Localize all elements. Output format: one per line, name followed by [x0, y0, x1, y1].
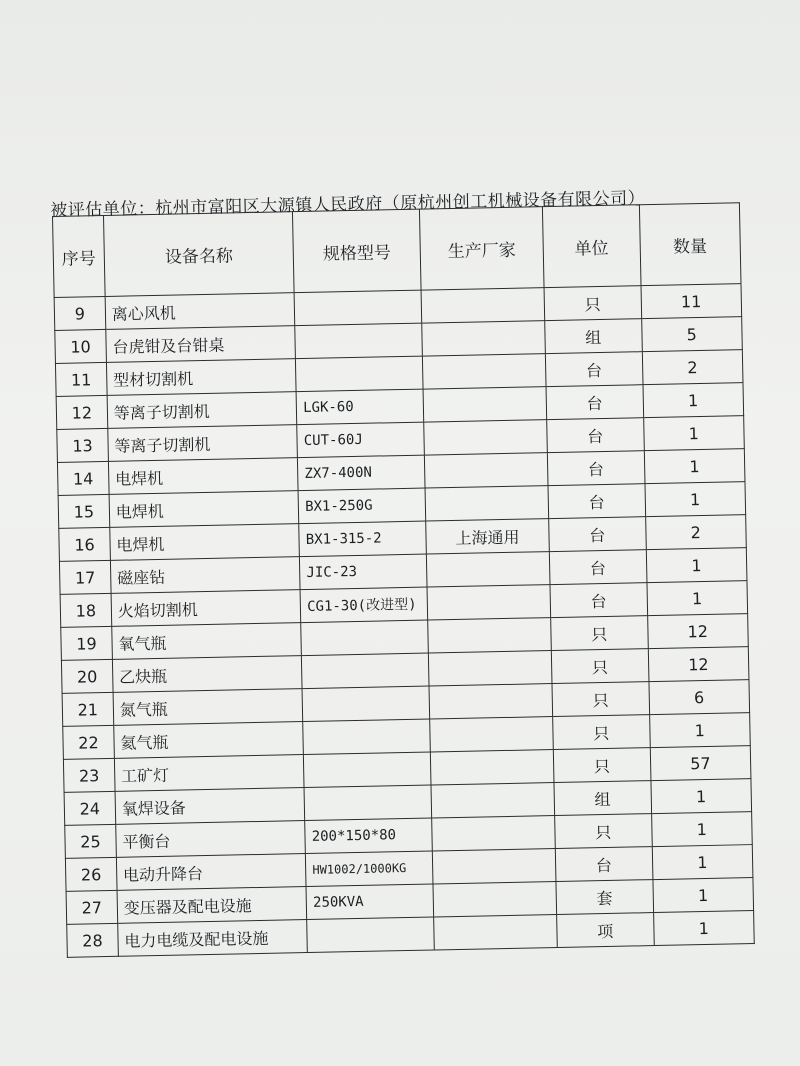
row-qty: 1	[643, 416, 744, 451]
row-maker	[428, 651, 552, 686]
row-qty: 12	[648, 647, 749, 682]
row-name: 火焰切割机	[111, 590, 301, 627]
row-unit: 台	[549, 517, 646, 552]
row-qty: 1	[644, 449, 745, 484]
header-name: 设备名称	[103, 212, 294, 297]
row-no: 14	[57, 461, 108, 495]
equipment-table	[52, 202, 755, 958]
row-qty: 1	[643, 383, 744, 418]
row-maker: 上海通用	[426, 519, 550, 554]
header-qty: 数量	[639, 203, 741, 286]
row-spec: BX1-250G	[298, 488, 425, 524]
row-no: 18	[60, 593, 111, 627]
row-name: 氦气瓶	[114, 722, 304, 759]
row-unit: 组	[545, 319, 642, 354]
row-name: 台虎钳及台钳桌	[106, 326, 296, 363]
row-unit: 台	[550, 583, 647, 618]
row-spec: LGK-60	[296, 389, 423, 425]
row-no: 27	[66, 890, 117, 924]
row-maker	[434, 915, 558, 950]
row-maker	[429, 684, 553, 719]
row-spec	[304, 752, 431, 788]
row-unit: 只	[551, 616, 648, 651]
row-spec	[304, 785, 431, 821]
row-qty: 12	[647, 614, 748, 649]
row-maker	[433, 882, 557, 917]
row-name: 变压器及配电设施	[117, 887, 307, 924]
row-spec: JIC-23	[300, 554, 427, 590]
row-unit: 项	[557, 913, 654, 948]
row-name: 电动升降台	[116, 854, 306, 891]
row-qty: 1	[649, 713, 750, 748]
document-heading: 被评估单位：杭州市富阳区大源镇人民政府（原杭州创工机械设备有限公司）	[50, 188, 646, 221]
row-spec	[303, 719, 430, 755]
row-maker	[422, 321, 546, 356]
row-unit: 台	[546, 385, 643, 420]
row-qty: 1	[652, 845, 753, 880]
row-no: 21	[62, 692, 113, 726]
row-maker	[430, 717, 554, 752]
row-unit: 只	[553, 715, 650, 750]
row-qty: 1	[653, 911, 754, 946]
row-spec: ZX7-400N	[298, 455, 425, 491]
row-spec	[296, 356, 423, 392]
row-no: 15	[58, 494, 109, 528]
row-qty: 11	[641, 284, 742, 319]
row-spec	[302, 653, 429, 689]
row-qty: 1	[651, 812, 752, 847]
row-spec: CUT-60J	[297, 422, 424, 458]
table-body	[54, 284, 754, 958]
row-qty: 1	[653, 878, 754, 913]
row-spec: BX1-315-2	[299, 521, 426, 557]
row-qty: 1	[651, 779, 752, 814]
row-unit: 只	[555, 814, 652, 849]
row-unit: 台	[547, 418, 644, 453]
row-maker	[422, 354, 546, 389]
row-qty: 57	[650, 746, 751, 781]
row-qty: 2	[642, 350, 743, 385]
row-no: 20	[61, 659, 112, 693]
row-unit: 只	[551, 649, 648, 684]
row-no: 19	[61, 626, 112, 660]
row-name: 电焊机	[108, 458, 298, 495]
row-spec: HW1002/1000KG	[306, 851, 433, 887]
row-no: 24	[64, 791, 115, 825]
row-maker	[430, 750, 554, 785]
row-name: 氧气瓶	[112, 623, 302, 660]
row-spec	[294, 290, 421, 326]
row-qty: 5	[641, 317, 742, 352]
row-no: 10	[55, 329, 106, 363]
row-unit: 组	[554, 781, 651, 816]
row-maker	[424, 420, 548, 455]
row-maker	[423, 387, 547, 422]
row-no: 9	[54, 296, 105, 330]
table-header-row	[53, 203, 741, 298]
row-name: 平衡台	[116, 821, 306, 858]
row-unit: 台	[555, 847, 652, 882]
row-unit: 只	[544, 286, 641, 321]
row-unit: 套	[556, 880, 653, 915]
row-name: 磁座钻	[110, 557, 300, 594]
row-maker	[421, 288, 545, 323]
row-maker	[425, 486, 549, 521]
row-name: 工矿灯	[114, 755, 304, 792]
row-qty: 2	[645, 515, 746, 550]
row-spec: 200*150*80	[305, 818, 432, 854]
row-name: 等离子切割机	[107, 392, 297, 429]
row-unit: 台	[548, 484, 645, 519]
row-name: 电焊机	[110, 524, 300, 561]
row-unit: 只	[553, 748, 650, 783]
row-name: 离心风机	[105, 293, 295, 330]
row-spec	[307, 917, 434, 953]
row-maker	[427, 585, 551, 620]
equipment-table-wrap	[52, 202, 755, 958]
row-unit: 台	[545, 352, 642, 387]
header-maker: 生产厂家	[419, 207, 544, 290]
row-qty: 1	[647, 581, 748, 616]
row-spec	[302, 686, 429, 722]
row-name: 乙炔瓶	[112, 656, 302, 693]
row-no: 13	[57, 428, 108, 462]
row-unit: 只	[552, 682, 649, 717]
row-unit: 台	[547, 451, 644, 486]
header-unit: 单位	[542, 205, 640, 288]
row-maker	[428, 618, 552, 653]
row-maker	[426, 552, 550, 587]
row-maker	[431, 783, 555, 818]
row-spec	[295, 323, 422, 359]
row-qty: 1	[646, 548, 747, 583]
header-no: 序号	[53, 215, 105, 297]
row-maker	[432, 849, 556, 884]
row-spec: CG1-30(改进型)	[300, 587, 427, 623]
row-spec: 250KVA	[306, 884, 433, 920]
row-name: 氮气瓶	[113, 689, 303, 726]
row-qty: 1	[645, 482, 746, 517]
row-spec	[301, 620, 428, 656]
row-no: 28	[67, 923, 118, 957]
row-maker	[432, 816, 556, 851]
row-qty: 6	[649, 680, 750, 715]
header-spec: 规格型号	[293, 209, 421, 293]
row-maker	[424, 453, 548, 488]
row-name: 电焊机	[109, 491, 299, 528]
row-no: 11	[55, 362, 106, 396]
row-no: 16	[59, 527, 110, 561]
row-name: 等离子切割机	[108, 425, 298, 462]
row-no: 12	[56, 395, 107, 429]
row-no: 25	[65, 824, 116, 858]
row-name: 型材切割机	[106, 359, 296, 396]
row-no: 17	[59, 560, 110, 594]
row-no: 26	[65, 857, 116, 891]
row-name: 电力电缆及配电设施	[118, 920, 308, 957]
row-name: 氧焊设备	[115, 788, 305, 825]
row-no: 23	[63, 758, 114, 792]
row-unit: 台	[549, 550, 646, 585]
row-no: 22	[63, 725, 114, 759]
